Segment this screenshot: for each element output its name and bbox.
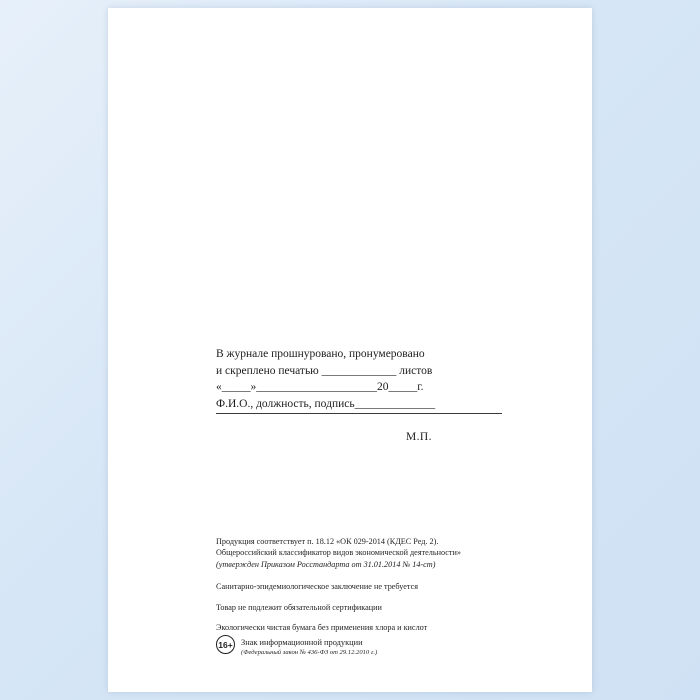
- legal-product-line-1: Продукция соответствует п. 18.12 «ОК 029-2014 (КДЕС Ред. 2).: [216, 537, 439, 546]
- seal-line-1: В журнале прошнуровано, пронумеровано: [216, 348, 425, 360]
- age-rating-law-note: (Федеральный закон № 436-ФЗ от 29.12.2010 г.): [241, 649, 378, 656]
- age-rating-text: [241, 635, 377, 657]
- legal-spacer-1: [216, 570, 546, 581]
- age-rating-row: [216, 635, 377, 657]
- age-rating-badge-icon: 16+: [216, 635, 235, 654]
- age-rating-label: Знак информационной продукции: [241, 638, 363, 647]
- seal-line-4: Ф.И.О., должность, подпись______________: [216, 397, 436, 410]
- seal-certification-block: [216, 346, 546, 416]
- legal-notices-block: [216, 536, 546, 633]
- legal-product-line-3: (утвержден Приказом Росстандарта от 31.01.2014 № 14-ст): [216, 559, 436, 569]
- legal-sanitary-notice: Санитарно-эпидемиологическое заключение не требуется: [216, 582, 418, 592]
- legal-paper-notice: Экологически чистая бумага без применения хлора и кислот: [216, 623, 428, 633]
- document-page-content: [108, 8, 592, 692]
- seal-line-3: «_____»_____________________20_____г.: [216, 381, 424, 393]
- document-page: [108, 8, 592, 692]
- legal-spacer-2: [216, 593, 546, 602]
- stamp-place-label: М.П.: [406, 431, 432, 443]
- legal-spacer-3: [216, 613, 546, 622]
- seal-underline-rule: [216, 413, 502, 414]
- legal-certification-notice: Товар не подлежит обязательной сертификации: [216, 602, 382, 612]
- seal-line-2: и скреплено печатью _____________ листов: [216, 364, 433, 377]
- legal-product-line-2: Общероссийский классификатор видов экономической деятельности»: [216, 548, 461, 558]
